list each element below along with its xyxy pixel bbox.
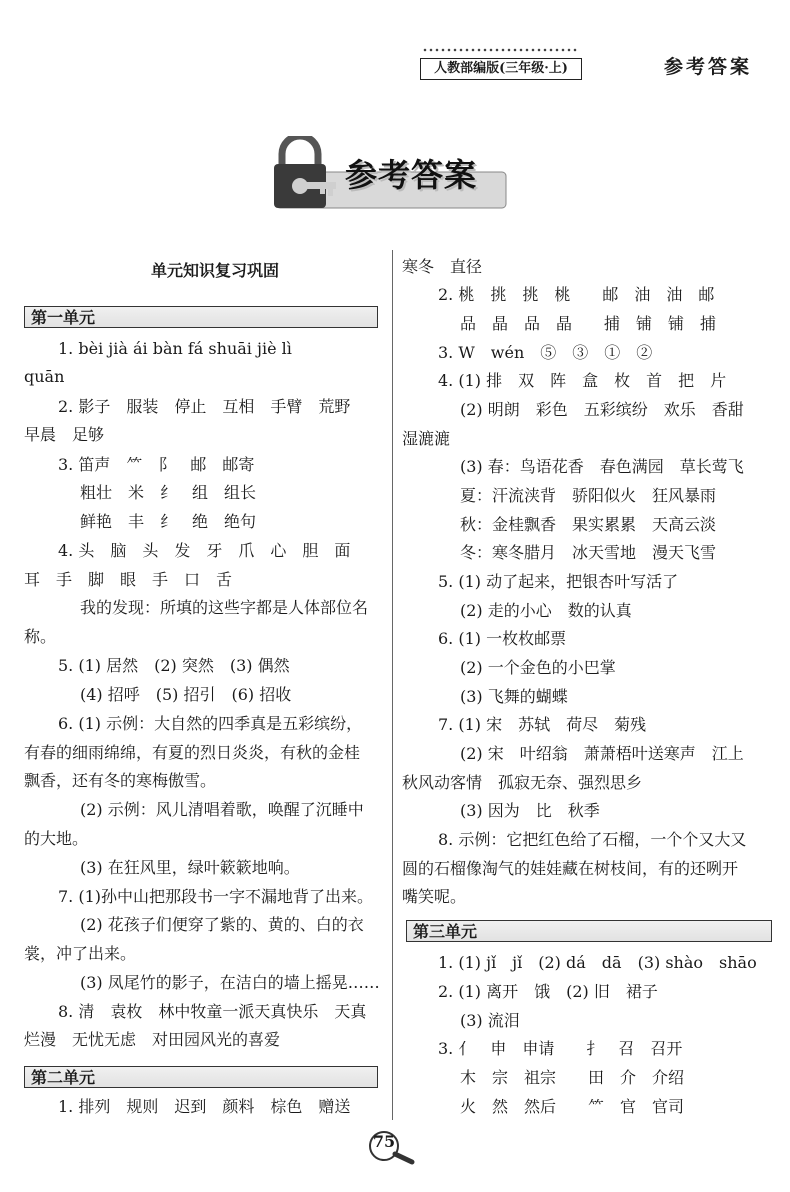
answer-line: (3) 因为 比 秋季	[460, 801, 600, 820]
answer-line: (2) 走的小心 数的认真	[460, 601, 632, 620]
answer-line: 3. 亻 申 申请 扌 召 召开	[438, 1039, 683, 1058]
answer-line: 6. (1) 示例：大自然的四季真是五彩缤纷，	[58, 714, 363, 733]
answer-line: 早晨 足够	[24, 425, 105, 444]
answer-line: 耳 手 脚 眼 手 口 舌	[24, 570, 233, 589]
answer-line: 粗壮 米 纟 组 组长	[80, 483, 257, 502]
answer-line: (3) 流泪	[460, 1011, 520, 1030]
answer-line: 寒冬 直径	[402, 257, 483, 276]
answer-line: 3. W wén ⑤ ③ ① ②	[438, 343, 653, 362]
answer-line: 2. 桃 挑 挑 桃 邮 油 油 邮	[438, 285, 715, 304]
answer-line: 飘香，还有冬的寒梅傲雪。	[24, 771, 217, 790]
header-dots	[422, 48, 578, 52]
answer-line: 我的发现：所填的这些字都是人体部位名	[80, 598, 369, 617]
answer-line: 秋风动客情 孤寂无奈、强烈思乡	[402, 773, 643, 792]
answer-line: 7. (1)孙中山把那段书一字不漏地背了出来。	[58, 887, 374, 906]
answer-line: 4. 头 脑 头 发 牙 爪 心 胆 面	[58, 541, 351, 560]
answer-line: 4. (1) 排 双 阵 盒 枚 首 把 片	[438, 371, 727, 390]
banner-title: 参考答案	[345, 156, 478, 194]
answer-line: 嘴笑呢。	[402, 887, 467, 906]
answer-line: 5. (1) 居然 (2) 突然 (3) 偶然	[58, 656, 290, 675]
answer-line: 8. 示例：它把红色给了石榴，一个个又大又	[438, 830, 747, 849]
answer-line: 烂漫 无忧无虑 对田园风光的喜爱	[24, 1030, 281, 1049]
answer-line: 湿漉漉	[402, 429, 451, 448]
answer-line: 2. 影子 服装 停止 互相 手臂 荒野	[58, 397, 351, 416]
answer-line: quān	[24, 367, 65, 386]
answer-line: 3. 笛声 ⺮ 阝 邮 邮寄	[58, 455, 255, 474]
answer-line: (3) 春：鸟语花香 春色满园 草长莺飞	[460, 457, 744, 476]
answer-line: (2) 明朗 彩色 五彩缤纷 欢乐 香甜	[460, 400, 744, 419]
answer-line: (4) 招呼 (5) 招引 (6) 招收	[80, 685, 292, 704]
header-title: 参考答案	[664, 56, 753, 78]
answer-line: 8. 清 袁枚 林中牧童一派天真快乐 天真	[58, 1002, 367, 1021]
answer-line: 火 然 然后 ⺮ 官 官司	[460, 1097, 685, 1116]
answer-line: (2) 示例：风儿清唱着歌，唤醒了沉睡中	[80, 800, 364, 819]
answer-line: 鲜艳 丰 纟 绝 绝句	[80, 512, 257, 531]
answer-line: 6. (1) 一枚枚邮票	[438, 629, 567, 648]
answer-line: 1. 排列 规则 迟到 颜料 棕色 赠送	[58, 1097, 351, 1116]
answer-line: (3) 凤尾竹的影子，在洁白的墙上摇晃……	[80, 973, 380, 992]
answer-line: 5. (1) 动了起来，把银杏叶写活了	[438, 572, 679, 591]
answer-line: 圆的石榴像淘气的娃娃藏在树枝间，有的还咧开	[402, 859, 739, 878]
answer-line: 冬：寒冬腊月 冰天雪地 漫天飞雪	[460, 543, 717, 562]
answer-line: 木 宗 祖宗 田 介 介绍	[460, 1068, 685, 1087]
answer-line: (2) 花孩子们便穿了紫的、黄的、白的衣	[80, 915, 364, 934]
answer-line: 的大地。	[24, 829, 89, 848]
edition-label: 人教部编版(三年级·上)	[420, 58, 582, 80]
answer-line: 秋：金桂飘香 果实累累 天高云淡	[460, 515, 717, 534]
answer-line: 2. (1) 离开 饿 (2) 旧 裙子	[438, 982, 658, 1001]
answer-line: 7. (1) 宋 苏轼 荷尽 菊残	[438, 715, 647, 734]
section-subtitle: 单元知识复习巩固	[150, 261, 279, 280]
answer-line: 裳，冲了出来。	[24, 944, 137, 963]
column-divider	[392, 250, 393, 1120]
page-number	[368, 1130, 408, 1162]
answer-line: (2) 宋 叶绍翁 萧萧梧叶送寒声 江上	[460, 744, 744, 763]
unit2-heading: 第二单元	[24, 1066, 378, 1088]
answer-line: 1. (1) jǐ jǐ (2) dá dā (3) shào shāo	[438, 953, 757, 972]
answer-line: (3) 在狂风里，绿叶簌簌地响。	[80, 858, 300, 877]
answer-line: 夏：汗流浃背 骄阳似火 狂风暴雨	[460, 486, 717, 505]
answer-line: 有春的细雨绵绵，有夏的烈日炎炎，有秋的金桂	[24, 743, 361, 762]
unit3-heading: 第三单元	[406, 920, 772, 942]
answer-line: 称。	[24, 627, 57, 646]
answer-line: (2) 一个金色的小巴掌	[460, 658, 616, 677]
answer-line: 品 晶 品 晶 捕 铺 铺 捕	[460, 314, 717, 333]
unit1-heading: 第一单元	[24, 306, 378, 328]
answer-line: (3) 飞舞的蝴蝶	[460, 687, 568, 706]
answer-line: 1. bèi jià ái bàn fá shuāi jiè lì	[58, 339, 292, 358]
page-number-text: 75	[372, 1132, 396, 1151]
